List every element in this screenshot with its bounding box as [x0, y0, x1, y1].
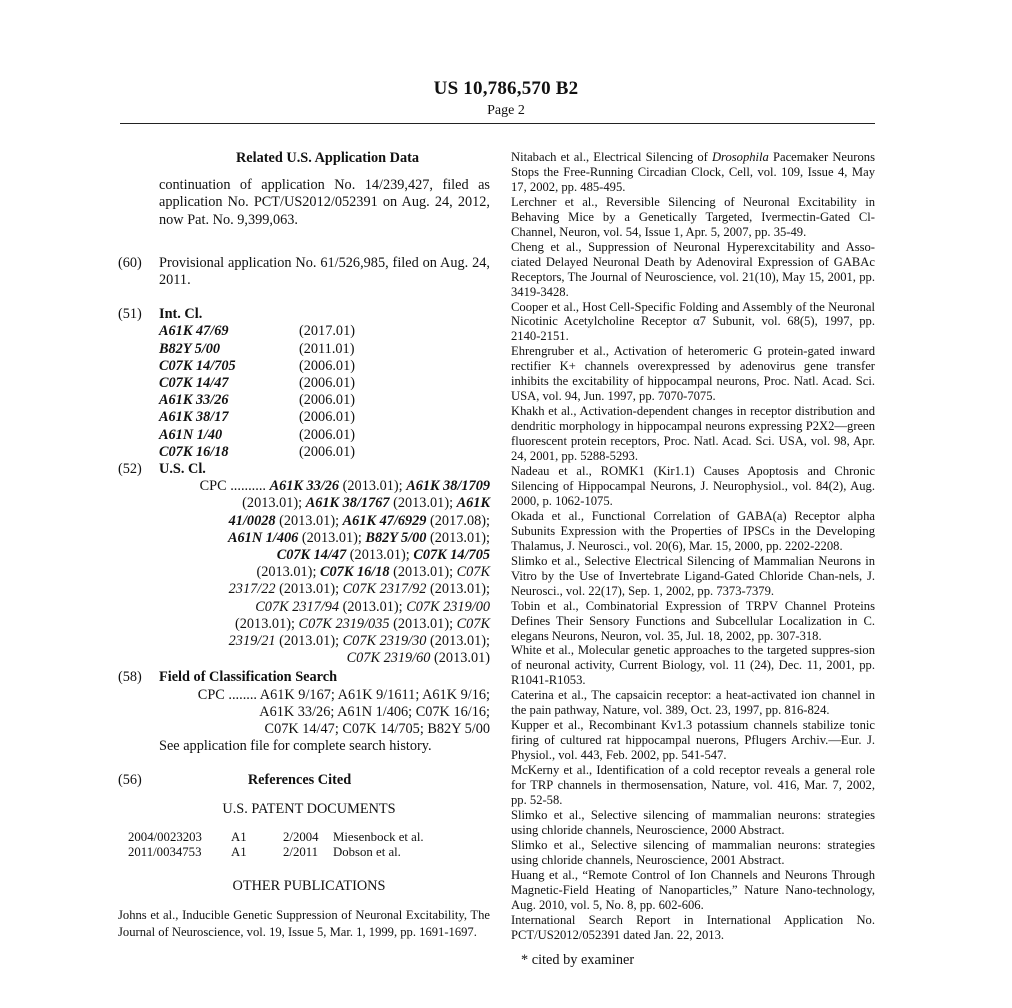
field-search-section [118, 669, 490, 755]
int-cl-date: (2006.01) [299, 409, 355, 426]
cpc-line [159, 564, 490, 581]
section-number: (60) [118, 254, 142, 271]
publication-text: Slimko et al., Selective silencing of mammalian neurons: strategies using chloride channels, Neuroscience, 2000 Abstract. [511, 807, 875, 837]
cited-by-examiner-note: * cited by examiner [521, 951, 635, 968]
provisional-text: Provisional application No. 61/526,985, filed on Aug. 24, 2011. [159, 254, 490, 289]
cpc-segment: (2013.01); [235, 615, 299, 632]
cpc-line [159, 495, 490, 512]
cpc-segment: (2013.01); [275, 633, 343, 650]
cpc-segment: (2013.01); [389, 495, 457, 512]
cpc-segment: 2319/21 [228, 633, 276, 650]
cpc-segment: (2013.01); [346, 547, 414, 564]
int-cl-code: A61K 33/26 [159, 392, 229, 409]
publication-entry [511, 404, 875, 464]
patent-ref-date: 2/2004 [283, 829, 319, 844]
cpc-segment: (2013.01); [256, 564, 320, 581]
field-search-line: A61K 33/26; A61N 1/406; C07K 16/16; [259, 703, 490, 720]
provisional-section [118, 255, 490, 289]
cpc-line [159, 547, 490, 564]
cpc-segment: (2013.01); [275, 581, 343, 598]
publication-text: McKerny et al., Identification of a cold receptor reveals a general role for TRP channels in thermosensation, Nature, vol. 416, Mar. 7, 2002, pp. 52-58. [511, 763, 875, 807]
publication-text: Lerchner et al., Reversible Silencing of Neuronal Excitability in Behaving Mice by a Genetically Targeted, Ivermectin-Gated Cl- Channel, Neuron, vol. 54, Issue 1, Apr. 5, 2007, pp. 35-49. [511, 194, 875, 239]
cpc-line [159, 530, 490, 547]
publication-entry [511, 808, 875, 838]
int-cl-list [159, 323, 490, 461]
int-cl-date: (2011.01) [299, 340, 355, 357]
int-cl-entry [159, 444, 490, 461]
cpc-segment: (2013.01); [389, 615, 457, 632]
cpc-segment: (2013.01); [339, 598, 407, 615]
publication-text: Khakh et al., Activation-dependent changes in receptor distribution and dendritic morphology in hippocampal neurons expressing P2X2—green fluorescent protein receptors, Proc. Natl. Acad. Sci. USA, vol. 98, Apr. 24, 2001, pp. 5288-5293. [511, 404, 875, 464]
cpc-segment: (2013.01); [339, 478, 407, 495]
publication-entry [511, 643, 875, 688]
other-publications-list [511, 150, 875, 943]
page-number: Page 2 [487, 103, 525, 118]
patent-ref-name: Dobson et al. [333, 844, 401, 859]
continuation-section [118, 177, 490, 229]
publication-text: Nitabach et al., Electrical Silencing of [511, 150, 712, 164]
cpc-segment: (2013.01); [275, 512, 343, 529]
cpc-segment: C07K 2319/00 [406, 598, 490, 615]
int-cl-entry [159, 392, 490, 409]
int-cl-label: Int. Cl. [159, 306, 203, 323]
cpc-line [159, 478, 490, 495]
cpc-line [159, 616, 490, 633]
publication-entry [511, 913, 875, 943]
publication-entry [511, 195, 875, 240]
patent-ref-kind: A1 [231, 844, 247, 859]
publication-text: International Search Report in International Application No. PCT/US2012/052391 dated Jan. 22, 2013. [511, 912, 875, 942]
cpc-segment: (2017.08); [426, 512, 490, 529]
int-cl-date: (2006.01) [299, 443, 355, 460]
publication-entry [511, 300, 875, 345]
cpc-line [159, 513, 490, 530]
cpc-segment: C07K [456, 564, 490, 581]
publication-text: Pacemaker Neurons Stops the Free-Running Circadian Clock, Cell, vol. 109, Issue 4, May 17, 2002, pp. 485-495. [511, 150, 875, 194]
us-cl-label: U.S. Cl. [159, 461, 206, 478]
patent-ref-date: 2/2011 [283, 844, 319, 859]
patent-reference-row [128, 830, 490, 845]
patent-ref-kind: A1 [231, 829, 247, 844]
int-cl-entry [159, 341, 490, 358]
us-cl-section [118, 461, 490, 667]
cpc-segment: C07K 2319/035 [298, 615, 390, 632]
cpc-segment: (2013.01); [389, 564, 457, 581]
cpc-line [159, 650, 490, 667]
publication-text: Slimko et al., Selective Electrical Silencing of Mammalian Neurons in Vitro by the Use of Invertebrate Ligand-Gated Chloride Chan-nels, J. Neurosci., vol. 22(17), Sep. 1, 2002, pp. 7373-7379. [511, 553, 875, 598]
int-cl-entry [159, 409, 490, 426]
int-cl-code: C07K 14/705 [159, 357, 236, 374]
publication-entry [511, 763, 875, 808]
publication-text: Huang et al., “Remote Control of Ion Channels and Neurons Through Magnetic-Field Heating of Nanoparticles,” Nature Nano-technology, Aug. 2010, vol. 5, No. 8, pp. 602-606. [511, 867, 875, 912]
publication-text: Caterina et al., The capsaicin receptor: a heat-activated ion channel in the pain pathway, Nature, vol. 389, Oct. 23, 1997, pp. 816-824. [511, 688, 875, 718]
publication-entry [511, 838, 875, 868]
publication-text: Slimko et al., Selective silencing of mammalian neurons: strategies using chloride channels, Neuroscience, 2001 Abstract. [511, 837, 875, 867]
int-cl-entry [159, 427, 490, 444]
int-cl-entry [159, 375, 490, 392]
cpc-segment: A61K 33/26 [269, 478, 340, 495]
cpc-segment: (2013.01); [242, 495, 306, 512]
cpc-line [159, 599, 490, 616]
publication-entry [511, 554, 875, 599]
publication-entry [511, 464, 875, 509]
field-search-label: Field of Classification Search [159, 669, 338, 686]
patent-ref-name: Miesenbock et al. [333, 829, 424, 844]
publication-entry [511, 718, 875, 763]
cpc-segment: A61K 38/1709 [406, 478, 490, 495]
int-cl-code: B82Y 5/00 [159, 340, 221, 357]
section-number: (52) [118, 461, 142, 478]
int-cl-section [118, 306, 490, 461]
cpc-segment: (2013.01); [426, 581, 490, 598]
cpc-segment: (2013.01); [426, 633, 490, 650]
publication-entry [511, 688, 875, 718]
right-column [511, 150, 875, 967]
int-cl-date: (2006.01) [299, 426, 355, 443]
int-cl-date: (2006.01) [299, 392, 355, 409]
publication-text: Drosophila [711, 150, 769, 164]
int-cl-code: A61N 1/40 [159, 426, 223, 443]
references-section [118, 772, 490, 789]
cpc-segment: (2013.01); [298, 529, 366, 546]
related-heading: Related U.S. Application Data [235, 150, 420, 166]
publication-text: Ehrengruber et al., Activation of heteromeric G protein-gated inward rectifier K+ channels overexpressed by adenovirus gene transfer inhibits the excitability of hippocampal neurons, Proc. Natl. Acad. Sci. USA, vol. 94, Jun. 1997, pp. 7070-7075. [511, 344, 875, 404]
int-cl-date: (2006.01) [299, 357, 355, 374]
cpc-segment: C07K [456, 615, 490, 632]
int-cl-code: A61K 38/17 [159, 409, 229, 426]
section-number: (58) [118, 669, 142, 686]
cpc-segment: C07K 14/705 [413, 547, 490, 564]
publication-entry [511, 240, 875, 300]
cpc-segment: B82Y 5/00 [365, 529, 427, 546]
cpc-segment: A61K [456, 495, 490, 512]
cpc-line [159, 581, 490, 598]
publication-entry [511, 868, 875, 913]
publication-entry [511, 509, 875, 554]
cpc-segment: A61K 47/6929 [342, 512, 427, 529]
int-cl-code: C07K 16/18 [159, 443, 229, 460]
int-cl-code: A61K 47/69 [159, 323, 229, 340]
cpc-segment: C07K 2319/30 [342, 633, 427, 650]
cpc-segment: A61N 1/406 [228, 529, 299, 546]
patent-ref-number: 2011/0034753 [128, 844, 202, 859]
search-history-note: See application file for complete search history. [159, 738, 432, 755]
continuation-text: continuation of application No. 14/239,427, filed as application No. PCT/US2012/052391 on Aug. 24, 2012, now Pat. No. 9,399,063. [159, 177, 490, 228]
publication-text: Okada et al., Functional Correlation of GABA(a) Receptor alpha Subunits Expression with the Properties of IPSCs in the Developing Thalamus, J. Neurosci., vol. 20(6), Mar. 15, 2000, pp. 2202-2208. [511, 508, 875, 553]
left-column [118, 150, 490, 941]
cpc-segment: (2013.01); [426, 529, 490, 546]
publication-text: Cheng et al., Suppression of Neuronal Hyperexcitability and Asso-ciated Delayed Neuronal Death by Adenoviral Expression of GABAc Receptors, The Journal of Neuroscience, vol. 21(10), May 15, 2001, pp. 3419-3428. [511, 239, 875, 299]
cpc-segment: 41/0028 [228, 512, 276, 529]
header-divider [120, 123, 875, 124]
publication-entry: Johns et al., Inducible Genetic Suppression of Neuronal Excitability, The Journal of Neuroscience, vol. 19, Issue 5, Mar. 1, 1999, pp. 1691-1697. [118, 908, 490, 940]
cpc-segment: C07K 2319/60 [346, 650, 431, 667]
int-cl-entry [159, 323, 490, 340]
int-cl-date: (2017.01) [299, 323, 355, 340]
section-number: (51) [118, 306, 142, 323]
references-heading: References Cited [247, 771, 352, 788]
other-publications-heading: OTHER PUBLICATIONS [232, 877, 386, 894]
cpc-segment: C07K 2317/94 [255, 598, 340, 615]
int-cl-code: C07K 14/47 [159, 375, 229, 392]
cpc-segment: C07K 16/18 [320, 564, 390, 581]
publication-text: Nadeau et al., ROMK1 (Kir1.1) Causes Apoptosis and Chronic Silencing of Hippocampal Neurons, J. Neurophysiol., vol. 84(2), Aug. 2000, p. 1062-1075. [511, 464, 875, 508]
publication-entry [511, 344, 875, 404]
patent-ref-number: 2004/0023203 [128, 829, 202, 844]
publication-text: White et al., Molecular genetic approaches to the targeted suppres-sion of neuronal activity, Current Biology, vol. 11 (24), Dec. 11, 2001, pp. R1041-R1053. [511, 643, 875, 688]
cpc-segment: (2013.01) [430, 650, 490, 667]
publication-entry [511, 150, 875, 195]
cpc-line [159, 633, 490, 650]
cpc-segment: C07K 2317/92 [342, 581, 427, 598]
int-cl-date: (2006.01) [299, 375, 355, 392]
us-patent-docs-heading: U.S. PATENT DOCUMENTS [222, 800, 396, 817]
publication-entry [511, 599, 875, 644]
cpc-prefix: CPC .......... [199, 478, 270, 495]
cpc-segment: A61K 38/1767 [305, 495, 390, 512]
patent-reference-row [128, 845, 490, 860]
page-header [0, 78, 1012, 119]
patent-number: US 10,786,570 B2 [433, 78, 579, 99]
section-number: (56) [118, 771, 142, 788]
cpc-classification [159, 478, 490, 667]
publication-text: Tobin et al., Combinatorial Expression of TRPV Channel Proteins Defines Their Sensory Functions and Subcellular Localization in C. elegans Neurons, Neuron, vol. 35, Jul. 18, 2002, pp. 307-318. [511, 598, 875, 643]
publication-text: Kupper et al., Recombinant Kv1.3 potassium channels stabilize tonic firing of cultured rat hippocampal nuerons, Pflugers Archiv.—Eur. J. Physiol., vol. 443, Feb. 2002, pp. 541-547. [511, 718, 875, 763]
cpc-segment: 2317/22 [228, 581, 276, 598]
field-search-line: CPC ........ A61K 9/167; A61K 9/1611; A61K 9/16; [197, 686, 490, 703]
publication-text: Cooper et al., Host Cell-Specific Folding and Assembly of the Neuronal Nicotinic Acetylcholine Receptor α7 Subunit, vol. 68(5), 1997, pp. 2140-2151. [511, 299, 875, 344]
cpc-segment: C07K 14/47 [276, 547, 347, 564]
field-search-line: C07K 14/47; C07K 14/705; B82Y 5/00 [264, 721, 490, 738]
int-cl-entry [159, 358, 490, 375]
